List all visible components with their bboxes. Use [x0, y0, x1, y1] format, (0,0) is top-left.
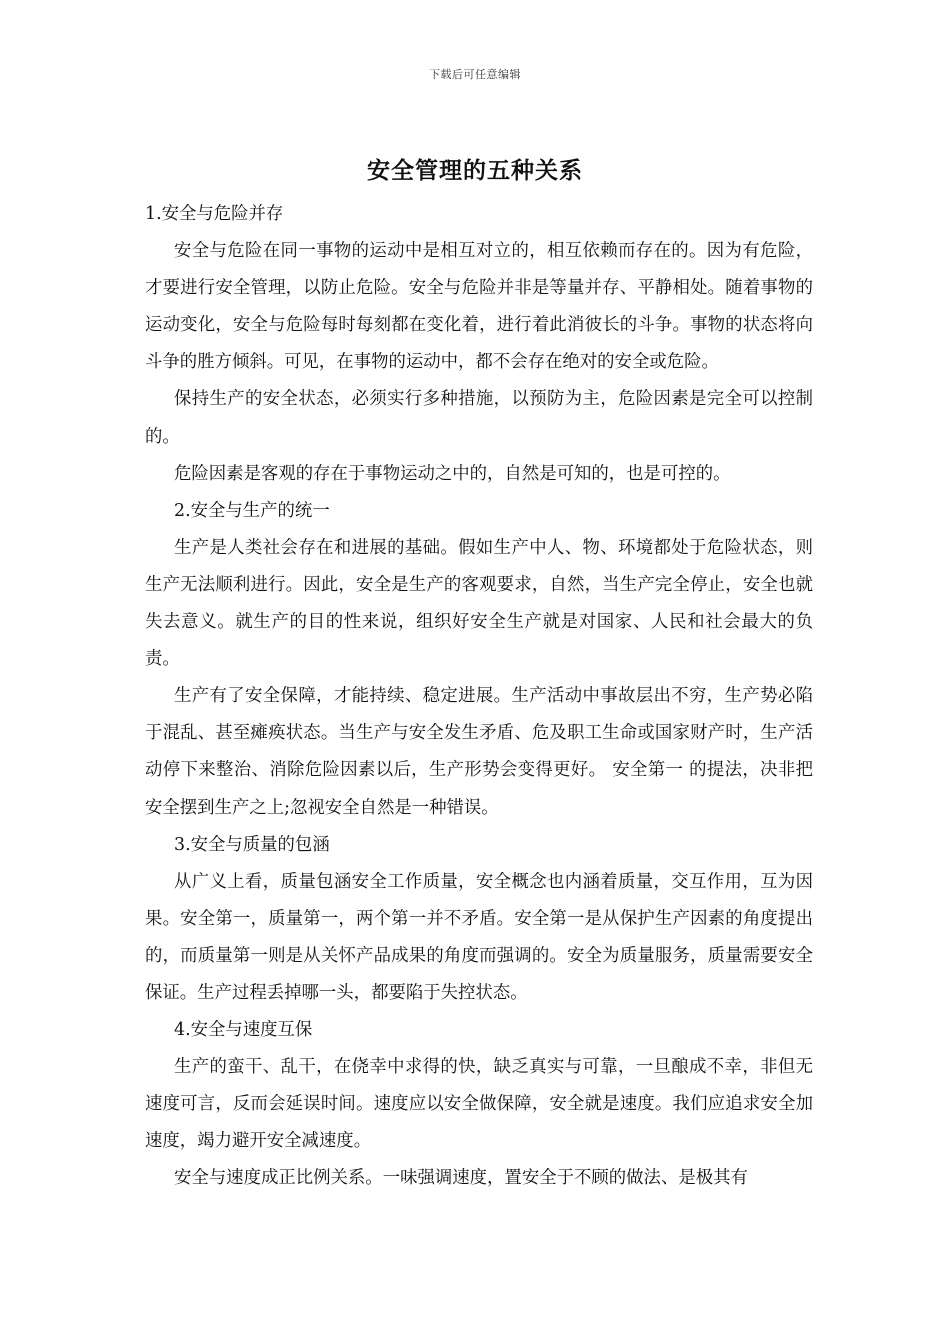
paragraph: 危险因素是客观的存在于事物运动之中的，自然是可知的，也是可控的。	[174, 463, 731, 484]
paragraph: 从广义上看，质量包涵安全工作质量，安全概念也内涵着质量，交互作用，互为因果。安全第一，质量第一，两个第一并不矛盾。安全第一是从保护生产因素的角度提出的，而质量第一则是从关怀产品成果的角度而强调的。安全为质量服务，质量需要安全保证。生产过程丢掉哪一头，都要陷于失控状态。	[145, 871, 813, 1003]
section-heading: 3.安全与质量的包涵	[174, 834, 330, 855]
paragraph: 生产的蛮干、乱干，在侥幸中求得的快，缺乏真实与可靠，一旦酿成不幸，非但无速度可言，反而会延误时间。速度应以安全做保障，安全就是速度。我们应追求安全加速度，竭力避开安全减速度。	[145, 1057, 813, 1152]
paragraph: 安全与危险在同一事物的运动中是相互对立的，相互依赖而存在的。因为有危险，才要进行安全管理，以防止危险。安全与危险并非是等量并存、平静相处。随着事物的运动变化，安全与危险每时每刻都在变化着，进行着此消彼长的斗争。事物的状态将向斗争的胜方倾斜。可见，在事物的运动中，都不会存在绝对的安全或危险。	[145, 241, 813, 373]
document-title: 安全管理的五种关系	[367, 158, 583, 184]
section-heading: 2.安全与生产的统一	[174, 500, 330, 521]
header-note: 下载后可任意编辑	[429, 68, 521, 81]
section-heading: 4.安全与速度互保	[174, 1020, 313, 1041]
paragraph: 保持生产的安全状态，必须实行多种措施，以预防为主，危险因素是完全可以控制的。	[145, 389, 813, 447]
section-heading: 1.安全与危险并存	[145, 204, 284, 224]
paragraph: 生产有了安全保障，才能持续、稳定进展。生产活动中事故层出不穷，生产势必陷于混乱、甚至瘫痪状态。当生产与安全发生矛盾、危及职工生命或国家财产时，生产活动停下来整治、消除危险因素以后，生产形势会变得更好。 安全第一 的提法，决非把安全摆到生产之上;忽视安全自然是一种错误。	[145, 686, 813, 818]
paragraph: 安全与速度成正比例关系。一味强调速度，置安全于不顾的做法、是极其有	[174, 1168, 748, 1189]
paragraph: 生产是人类社会存在和进展的基础。假如生产中人、物、环境都处于危险状态，则生产无法顺利进行。因此，安全是生产的客观要求，自然，当生产完全停止，安全也就失去意义。就生产的目的性来说，组织好安全生产就是对国家、人民和社会最大的负责。	[145, 537, 813, 670]
document-body	[145, 196, 813, 1198]
